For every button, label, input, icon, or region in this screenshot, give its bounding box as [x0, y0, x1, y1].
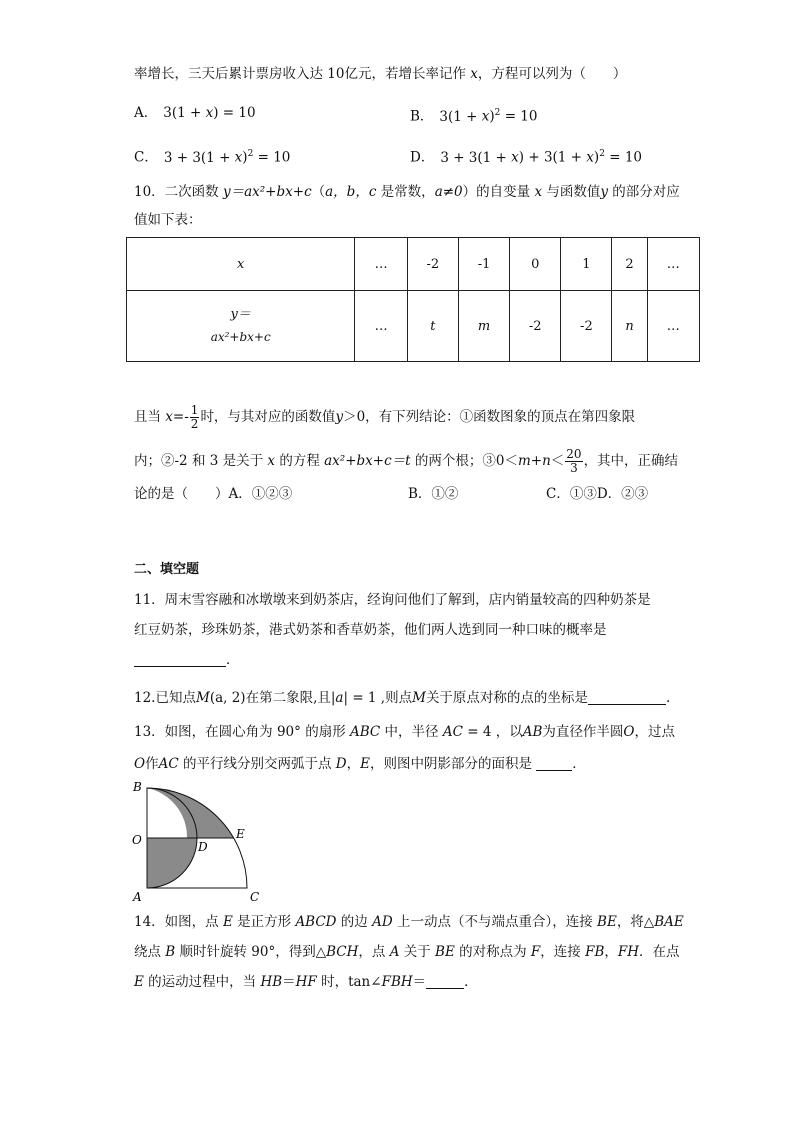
- q10-line-5: [134, 484, 292, 504]
- q14-e: E: [222, 914, 233, 930]
- q14-bch: BCH: [326, 944, 359, 960]
- q9-option-c-post: ): [242, 149, 248, 166]
- q14-f: F: [530, 944, 541, 960]
- q14-ad: AD: [372, 914, 393, 930]
- shaded-region-lower: [147, 838, 197, 888]
- q10-l1-a: 10．二次函数: [134, 184, 223, 200]
- q10-l1-func: y＝ax²+bx+c: [222, 184, 312, 200]
- q10-l3-y: y: [335, 409, 344, 425]
- label-e: E: [236, 827, 245, 841]
- q10-optB-1: ①: [431, 486, 445, 502]
- q14-l2-g: ，: [604, 944, 618, 960]
- q13-l2-c: ，: [346, 756, 361, 772]
- q9-option-a-pre: 3: [163, 105, 172, 121]
- q9-option-c-tail: = 10: [253, 149, 291, 166]
- q13-l1-d: 为直径作半圆: [542, 724, 624, 740]
- section-title: 二、填空题: [134, 562, 200, 577]
- q9-option-c: [134, 144, 290, 168]
- q10-optA-2: ②: [265, 486, 279, 502]
- q10-l4-f: ＜: [550, 453, 565, 469]
- table-cell: 0: [510, 238, 561, 291]
- label-c: C: [250, 890, 260, 904]
- q10-l5-a: 论的是（ ）A．: [134, 486, 252, 502]
- q10-l4-x: x: [267, 453, 276, 469]
- table-cell: t: [407, 291, 458, 362]
- q10-l3-a: 且当: [134, 409, 166, 425]
- q9-option-d-var: x: [511, 149, 519, 166]
- label-a: A: [133, 890, 142, 904]
- frac-num: 1: [190, 403, 199, 417]
- label-bottom: ax²+bx+c: [210, 330, 271, 344]
- q13-l2-e: E: [360, 756, 370, 772]
- q9-stem-line: [134, 64, 626, 84]
- q14-l1-b: 是正方形: [232, 914, 296, 930]
- q12-coords: (a, 2): [209, 690, 246, 706]
- q14-l3-d: ＝: [412, 974, 427, 990]
- q9-option-c-letter: C．: [134, 149, 158, 166]
- q10-l3-eq: =-: [172, 409, 189, 425]
- q12-line: [134, 688, 670, 708]
- q9-option-a-post: ) = 10: [213, 105, 256, 121]
- q13-l1-c: = 4 ，以: [462, 724, 523, 740]
- q9-stem-text-2: ，方程可以列为（ ）: [477, 66, 627, 82]
- q12-abs: |a|: [330, 690, 349, 706]
- q14-a: A: [389, 944, 400, 960]
- q12-d: 关于原点对称的点的坐标是: [425, 690, 588, 706]
- q10-optD-2: ③: [634, 486, 649, 502]
- q14-fh: FH: [617, 944, 640, 960]
- table-cell: …: [355, 291, 407, 362]
- q10-optD-1: ②: [621, 486, 635, 502]
- frac-den: 3: [570, 461, 578, 475]
- q14-line-3: [134, 972, 478, 992]
- q14-b: B: [165, 944, 176, 960]
- q9-option-b-post: ): [489, 108, 495, 125]
- label-b: B: [133, 780, 142, 794]
- q9-option-d-pre: 3 + 3(1 +: [440, 149, 512, 166]
- q9-var: x: [470, 66, 478, 82]
- q9-option-d-mid: ) + 3(1 +: [518, 149, 587, 166]
- q14-l1-a: 14．如图，点: [134, 914, 223, 930]
- q9-option-d-letter: D．: [410, 149, 435, 166]
- q14-be2: BE: [435, 944, 455, 960]
- q12-point: M: [195, 690, 210, 706]
- fraction-20-3: [565, 448, 582, 475]
- answer-blank[interactable]: [426, 972, 464, 989]
- q14-hf: HF: [295, 974, 317, 990]
- q10-l4-a: 内；: [134, 453, 161, 469]
- q14-l2-d: 关于: [399, 944, 436, 960]
- q14-l3-c: 时，tan∠: [316, 974, 382, 990]
- q9-option-b-sup: 2: [494, 108, 501, 118]
- q9-option-a: [134, 103, 256, 123]
- q14-be: BE: [597, 914, 617, 930]
- q14-l2-f: ，连接: [540, 944, 586, 960]
- q12-c: = 1 ,则点: [348, 690, 413, 706]
- q14-l3-b: ＝: [282, 974, 296, 990]
- q10-l1-e: 与函数值: [542, 184, 601, 200]
- q10-line-2: 值如下表：: [134, 212, 202, 228]
- q13-l2-b: 的平行线分别交两弧于点: [178, 756, 336, 772]
- q10-l4-e: 0＜: [495, 453, 518, 469]
- q9-option-c-var: x: [234, 149, 243, 166]
- q10-l3-c: ＞0，有下列结论：: [343, 409, 460, 425]
- q10-l1-b: （: [311, 184, 326, 200]
- table-cell: x: [127, 238, 355, 291]
- table-cell: -1: [458, 238, 509, 291]
- q10-l4-c: 的方程: [275, 453, 325, 469]
- q14-l2-h: ．在点: [639, 944, 680, 960]
- q14-l1-d: 上一动点（不与端点重合），连接: [392, 914, 598, 930]
- answer-blank[interactable]: [588, 688, 666, 705]
- q10-option-b: [408, 484, 458, 504]
- table-cell: -2: [407, 238, 458, 291]
- q13-o: O: [623, 724, 635, 740]
- q13-l1-a: 13．如图，在圆心角为 90° 的扇形: [134, 724, 350, 740]
- q10-l1-x: x: [534, 184, 543, 200]
- q14-l3-e: E: [134, 974, 144, 990]
- q10-l4-d: 的两个根；: [410, 453, 483, 469]
- label-o: O: [132, 833, 142, 847]
- q10-line-4: [134, 448, 678, 475]
- q14-end: ．: [464, 974, 478, 990]
- q10-l4-circle-2: ②: [161, 453, 175, 469]
- table-cell: -2: [510, 291, 561, 362]
- q12-a: 12.已知点: [134, 690, 196, 706]
- q12-b: 在第二象限,且: [245, 690, 331, 706]
- q13-sector-figure: [128, 778, 268, 906]
- frac-num: 20: [566, 447, 582, 461]
- table-row: [127, 238, 700, 291]
- q12-end: .: [665, 690, 671, 706]
- q9-option-a-letter: A．: [134, 105, 158, 121]
- q9-option-a-mid: (1 +: [171, 105, 206, 121]
- q13-line-2: [134, 754, 586, 774]
- table-cell: 1: [561, 238, 612, 291]
- q13-l2-ac: AC: [158, 756, 179, 772]
- q13-l2-a: 作: [145, 756, 159, 772]
- q13-ac: AC: [442, 724, 463, 740]
- table-cell: 2: [612, 238, 647, 291]
- q11-line-2: 红豆奶茶，珍珠奶茶，港式奶茶和香草奶茶，他们两人选到同一种口味的概率是: [134, 622, 607, 638]
- q13-l2-d: D: [335, 756, 347, 772]
- q13-l1-e: ，过点: [634, 724, 675, 740]
- q10-l4-circle-3: ③: [482, 453, 496, 469]
- q10-l4-g: ，其中，正确结: [583, 453, 679, 469]
- q9-option-b-tail: = 10: [500, 108, 538, 125]
- q9-option-b-pre: 3(1 +: [439, 108, 482, 125]
- table-cell: …: [647, 238, 699, 291]
- q10-l3-d: 函数图象的顶点在第四象限: [473, 409, 636, 425]
- q9-option-b: [410, 103, 537, 127]
- q9-option-d: [410, 144, 642, 168]
- answer-blank[interactable]: [134, 650, 226, 667]
- q11-end: ．: [226, 652, 240, 668]
- q13-l2-f: ，则图中阴影部分的面积是: [369, 756, 537, 772]
- q13-end: ．: [572, 756, 586, 772]
- q10-optC-label: C．: [546, 486, 570, 502]
- q10-l1-d: ）的自变量: [462, 184, 535, 200]
- q10-l1-cond: a≠0: [434, 184, 463, 200]
- fraction-half: [190, 404, 200, 431]
- q10-value-table: [126, 237, 700, 362]
- q10-option-c-d: [546, 484, 648, 504]
- answer-blank[interactable]: [536, 754, 572, 771]
- table-cell: …: [647, 291, 699, 362]
- q14-l1-e: ，将△: [616, 914, 655, 930]
- q10-l4-eq: ax²+bx+c＝t: [324, 453, 411, 469]
- q9-option-b-var: x: [481, 108, 490, 125]
- q14-l2-e: 的对称点为: [454, 944, 531, 960]
- q10-l1-f: 的部分对应: [608, 184, 680, 200]
- q9-option-d-post: ): [593, 149, 600, 166]
- label-top: y＝: [230, 307, 251, 322]
- frac-den: 2: [190, 417, 199, 431]
- q13-l2-o: O: [134, 756, 146, 772]
- q14-line-2: [134, 942, 680, 962]
- q13-l1-b: 中，半径: [380, 724, 443, 740]
- table-cell: m: [458, 291, 509, 362]
- q10-optD-label: D．: [596, 486, 622, 502]
- q10-line-3: [134, 404, 635, 431]
- q14-hb: HB: [260, 974, 283, 990]
- q13-abc: ABC: [349, 724, 381, 740]
- q10-optC-2: ③: [583, 486, 597, 502]
- q11-line-3: [134, 650, 240, 670]
- q14-abcd: ABCD: [295, 914, 337, 930]
- q9-option-a-var: x: [205, 105, 214, 121]
- q10-l1-y: y: [600, 184, 608, 200]
- q14-l2-a: 绕点: [134, 944, 166, 960]
- q10-optC-1: ①: [569, 486, 584, 502]
- table-cell: …: [355, 238, 407, 291]
- q10-l3-circle-1: ①: [459, 409, 474, 425]
- q9-option-d-tail: = 10: [604, 149, 642, 166]
- q10-optA-1: ①: [251, 486, 266, 502]
- q10-optB-2: ②: [444, 486, 459, 502]
- q10-line-1: [134, 182, 680, 202]
- q9-option-c-sup: 2: [247, 149, 254, 159]
- q14-fb: FB: [585, 944, 605, 960]
- q14-l2-c: ，点: [358, 944, 390, 960]
- q10-l3-b: 时，与其对应的函数值: [200, 409, 336, 425]
- table-cell: n: [612, 291, 647, 362]
- q14-fbh: FBH: [381, 974, 413, 990]
- q13-ab: AB: [522, 724, 543, 740]
- q13-line-1: [134, 722, 675, 742]
- q9-option-d-var2: x: [586, 149, 594, 166]
- q10-l1-abc: a，b，c: [325, 184, 377, 200]
- q9-option-b-letter: B．: [410, 108, 434, 125]
- q10-l3-x: x: [165, 409, 173, 425]
- q10-l1-c: 是常数，: [376, 184, 435, 200]
- q14-line-1: [134, 912, 684, 932]
- q14-l2-b: 顺时针旋转 90°，得到△: [175, 944, 327, 960]
- q9-stem-text-1: 率增长，三天后累计票房收入达 10亿元，若增长率记作: [134, 66, 471, 82]
- q14-l3-a: 的运动过程中，当: [143, 974, 261, 990]
- q11-line-1: 11．周末雪容融和冰墩墩来到奶茶店，经询问他们了解到，店内销量较高的四种奶茶是: [134, 592, 651, 608]
- q12-m: M: [412, 690, 426, 706]
- q10-l4-b: -2 和 3 是关于: [174, 453, 268, 469]
- q14-bae: BAE: [654, 914, 684, 930]
- q10-optB-label: B．: [408, 486, 432, 502]
- q10-l4-mn: m+n: [517, 453, 551, 469]
- q9-option-d-sup: 2: [599, 149, 605, 159]
- q10-optA-3: ③: [278, 486, 293, 502]
- table-row: [127, 291, 700, 362]
- label-d: D: [198, 840, 208, 854]
- table-cell-label: [127, 291, 355, 362]
- q14-l1-c: 的边: [336, 914, 373, 930]
- table-cell: -2: [561, 291, 612, 362]
- q9-option-c-pre: 3 + 3(1 +: [163, 149, 235, 166]
